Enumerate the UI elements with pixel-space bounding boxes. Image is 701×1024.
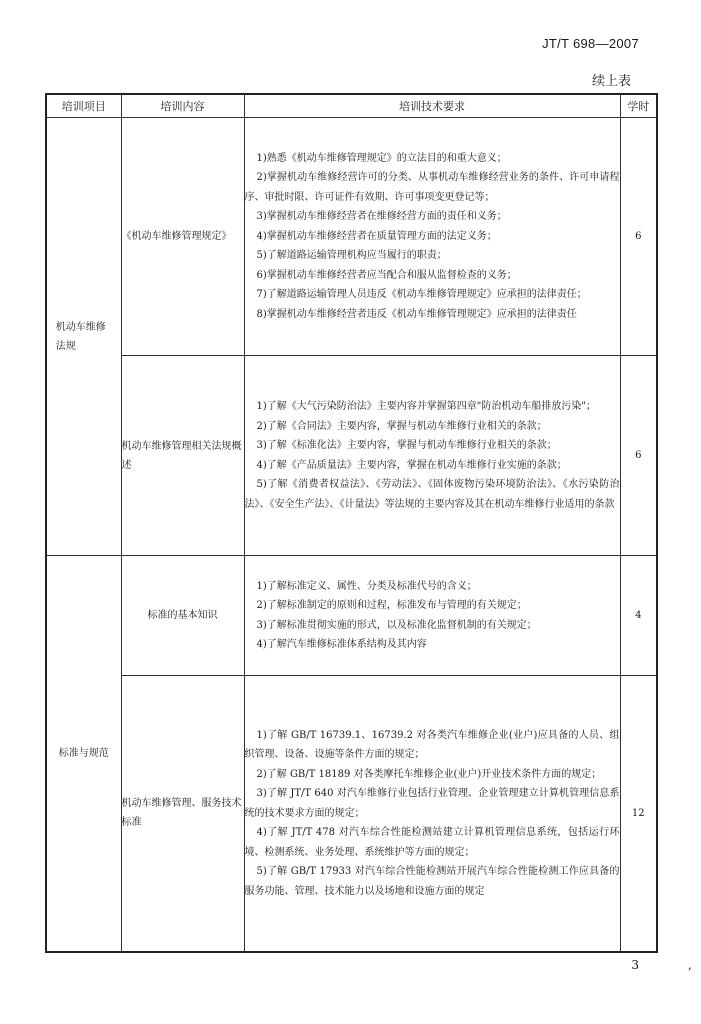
requirement-item: 5)了解 GB/T 17933 对汽车综合性能检测站开展汽车综合性能检测工作应具备的服务功能、管理、技术能力以及场地和设施方面的规定 — [244, 866, 620, 897]
content-cell — [121, 356, 244, 556]
table-header-row — [46, 94, 657, 118]
table-row — [46, 118, 657, 356]
requirements-cell — [244, 356, 620, 556]
requirement-item: 4)掌握机动车维修经营者在质量管理方面的法定义务； — [256, 230, 497, 242]
header-training-content: 培训内容 — [121, 94, 244, 118]
requirements-cell — [244, 676, 620, 952]
content-cell — [121, 118, 244, 356]
margin-mark: , — [688, 958, 692, 972]
category-cell — [46, 556, 121, 952]
requirement-item: 2)了解标准制定的原则和过程，标准发布与管理的有关规定； — [256, 600, 527, 611]
requirement-item: 1)熟悉《机动车维修管理规定》的立法目的和重大意义； — [256, 152, 507, 164]
requirement-item: 1)了解《大气污染防治法》主要内容并掌握第四章"防治机动车船排放污染"； — [256, 401, 596, 412]
table-row — [46, 356, 657, 556]
requirement-item: 6)掌握机动车维修经营者应当配合和服从监督检查的义务； — [256, 269, 517, 281]
hours-cell: 6 — [620, 118, 657, 356]
requirement-item: 3)掌握机动车维修经营者在维修经营方面的责任和义务； — [256, 211, 507, 223]
content-cell — [121, 676, 244, 952]
content-label: 《机动车维修管理规定》 — [121, 231, 232, 242]
requirement-item: 8)掌握机动车维修经营者违反《机动车维修管理规定》应承担的法律责任 — [256, 308, 577, 320]
requirement-item: 2)掌握机动车维修经营许可的分类、从事机动车维修经营业务的条件、许可申请程序、审批时限、许可证件有效期、许可事项变更登记等； — [244, 172, 620, 203]
requirement-item: 4)了解汽车维修标准体系结构及其内容 — [256, 639, 427, 650]
requirement-item: 5)了解《消费者权益法》、《劳动法》、《固体废物污染环境防治法》、《水污染防治法》、《安全生产法》、《计量法》等法规的主要内容及其在机动车维修行业适用的条款 — [244, 479, 620, 510]
requirement-item: 4)了解《产品质量法》主要内容，掌握在机动车维修行业实施的条款； — [256, 459, 567, 471]
category-cell — [46, 118, 121, 556]
requirement-item: 3)了解标准贯彻实施的形式，以及标准化监督机制的有关规定； — [256, 619, 537, 631]
requirement-item: 2)了解 GB/T 18189 对各类摩托车维修企业(业户)开业技术条件方面的规定； — [256, 768, 602, 780]
table-row — [46, 556, 657, 676]
requirements-cell — [244, 556, 620, 676]
requirement-item: 3)了解《标准化法》主要内容，掌握与机动车维修行业相关的条款； — [256, 440, 557, 451]
requirement-item: 3)了解 JT/T 640 对汽车维修行业包括行业管理、企业管理建立计算机管理信息系统的技术要求方面的规定； — [244, 788, 620, 819]
standard-code: JT/T 698—2007 — [542, 36, 639, 51]
training-table — [45, 93, 658, 953]
content-label: 机动车维修管理、服务技术标准 — [121, 798, 242, 829]
content-label: 机动车维修管理相关法规概述 — [121, 440, 242, 471]
requirement-item: 4)了解 JT/T 478 对汽车综合性能检测站建立计算机管理信息系统，包括运行环境、检测系统、业务处理、系统维护等方面的规定； — [244, 827, 620, 858]
requirement-item: 5)了解道路运输管理机构应当履行的职责； — [256, 250, 447, 262]
hours-cell: 4 — [620, 556, 657, 676]
hours-cell: 12 — [620, 676, 657, 952]
content-cell — [121, 556, 244, 676]
requirement-item: 1)了解 GB/T 16739.1、16739.2 对各类汽车维修企业(业户)应具备的人员、组织管理、设备、设施等条件方面的规定； — [244, 729, 620, 760]
header-training-item: 培训项目 — [46, 94, 121, 118]
page-number: 3 — [631, 958, 639, 972]
requirement-item: 7)了解道路运输管理人员违反《机动车维修管理规定》应承担的法律责任； — [256, 289, 587, 301]
header-class-hours: 学时 — [620, 94, 657, 118]
continued-label: 续上表 — [591, 74, 631, 89]
category-label: 标准与规范 — [58, 747, 109, 759]
requirements-cell — [244, 118, 620, 356]
requirement-item: 1)了解标准定义、属性、分类及标准代号的含义； — [256, 580, 477, 592]
table-row — [46, 676, 657, 952]
header-technical-requirements: 培训技术要求 — [244, 94, 620, 118]
hours-cell: 6 — [620, 356, 657, 556]
category-label: 机动车维修法规 — [55, 321, 106, 352]
requirement-item: 2)了解《合同法》主要内容，掌握与机动车维修行业相关的条款； — [256, 420, 547, 432]
content-label: 标准的基本知识 — [147, 610, 218, 621]
